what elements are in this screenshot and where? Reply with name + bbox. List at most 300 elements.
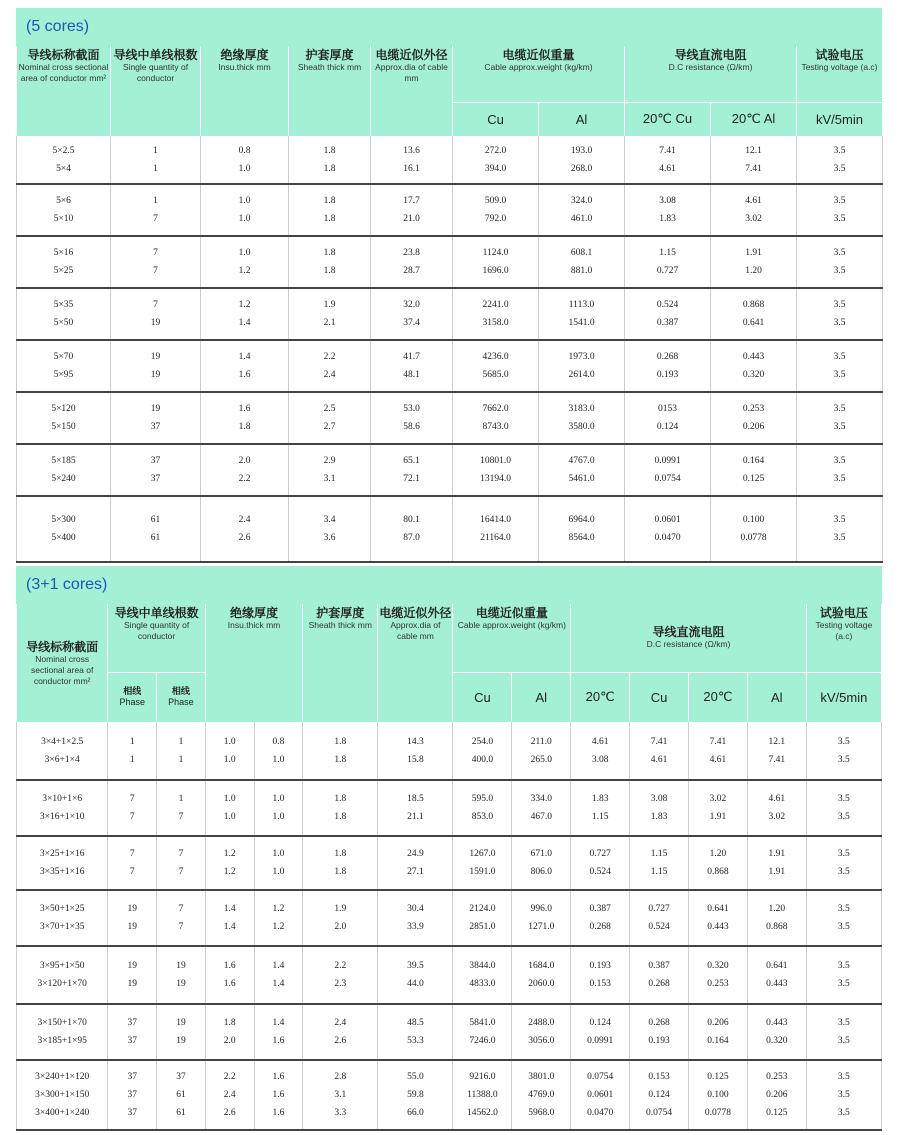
cell-value: 8743.0 <box>482 422 509 432</box>
cell-value: 3.5 <box>833 474 846 484</box>
cell-value: 3844.0 <box>469 961 496 971</box>
cell-value: 5×185 <box>51 456 76 466</box>
cell-value: 0.193 <box>589 961 611 971</box>
header-resistance-cu: 20℃ Cu <box>625 102 711 136</box>
cable-size-cell <box>17 946 108 1004</box>
cell-value: 5×16 <box>53 248 74 258</box>
cell-value: 37 <box>127 1072 137 1082</box>
cell-value: 19 <box>150 370 161 380</box>
cell-value: 1.0 <box>272 849 285 859</box>
cell-value: 0.125 <box>742 474 765 484</box>
header-phase-1: 相线 Phase <box>108 672 157 722</box>
cell-value: 5×50 <box>53 318 74 328</box>
cell-value: 0.193 <box>648 1036 670 1046</box>
cell-value: 27.1 <box>407 867 424 877</box>
cell-value: 0.253 <box>742 404 765 414</box>
cell-value: 19 <box>150 352 161 362</box>
cell-value: 0.0601 <box>587 1090 614 1100</box>
header-insulation-thickness: 绝缘厚度 Insu.thick mm <box>201 46 289 136</box>
cell-value: 16414.0 <box>480 515 511 525</box>
cell-value: 0.124 <box>589 1018 611 1028</box>
cell-value: 1113.0 <box>568 300 595 310</box>
cell-value: 0.8 <box>272 736 285 747</box>
table-cell <box>289 444 371 496</box>
cell-value: 0.387 <box>648 961 670 971</box>
cell-value: 0.124 <box>648 1090 670 1100</box>
cell-value: 1.0 <box>238 248 251 258</box>
cell-value: 3.5 <box>833 422 846 432</box>
cell-value: 0.320 <box>707 961 729 971</box>
cell-value: 66.0 <box>407 1108 424 1118</box>
cell-value: 1.9 <box>334 904 347 914</box>
table-cell <box>806 890 881 946</box>
table-cell <box>688 722 747 780</box>
table-cell <box>539 288 625 340</box>
cell-value: 0.524 <box>648 922 670 932</box>
cell-value: 1.4 <box>272 961 285 971</box>
header-resistance-20c-1: 20℃ <box>571 672 630 722</box>
cell-value: 1973.0 <box>568 352 595 362</box>
cell-value: 1.83 <box>659 214 676 224</box>
cell-value: 1.4 <box>223 904 236 914</box>
cell-value: 6964.0 <box>568 515 595 525</box>
cell-value: 3×35+1×16 <box>39 867 85 877</box>
cell-value: 4769.0 <box>528 1090 555 1100</box>
cable-size-cell <box>17 184 111 236</box>
cell-value: 2.4 <box>334 1018 347 1028</box>
cable-size-cell <box>17 890 108 946</box>
cell-value: 3×300+1×150 <box>35 1090 90 1100</box>
cell-value: 1.0 <box>272 794 285 804</box>
cell-value: 7.41 <box>768 754 786 765</box>
table-row <box>17 288 883 340</box>
cell-value: 3.5 <box>837 1036 850 1046</box>
table-cell <box>747 722 806 780</box>
cell-value: 61 <box>150 515 161 525</box>
cell-value: 1.20 <box>709 849 727 859</box>
cell-value: 1.6 <box>223 979 236 989</box>
cell-value: 1684.0 <box>528 961 555 971</box>
cell-value: 0.443 <box>766 1018 788 1028</box>
table-cell <box>806 946 881 1004</box>
cable-size-cell <box>17 392 111 444</box>
table-cell <box>630 946 689 1004</box>
cell-value: 0.0601 <box>654 515 681 525</box>
table-cell <box>254 722 303 780</box>
cell-value: 0.524 <box>589 867 611 877</box>
cell-value: 19 <box>150 404 161 414</box>
cell-value: 4.61 <box>650 754 668 765</box>
table-cell <box>625 340 711 392</box>
cell-value: 21.1 <box>407 812 424 822</box>
table-cell <box>157 1060 206 1130</box>
cell-value: 1 <box>178 754 184 765</box>
table-cell <box>108 836 157 890</box>
cell-value: 24.9 <box>407 849 424 859</box>
cell-value: 19 <box>150 318 161 328</box>
header-resistance-20c-2: 20℃ <box>688 672 747 722</box>
cell-value: 2124.0 <box>469 904 496 914</box>
table-cell <box>205 1004 254 1060</box>
cell-value: 7 <box>178 867 184 877</box>
cell-value: 1.91 <box>745 248 762 258</box>
table-cell <box>303 836 378 890</box>
table-cell <box>201 444 289 496</box>
cell-value: 608.1 <box>570 248 593 258</box>
header-approx-diameter: 电缆近似外径 Approx.dia of cable mm <box>378 604 453 722</box>
cell-value: 1.0 <box>238 163 251 174</box>
table-cell <box>205 890 254 946</box>
cell-value: 19 <box>127 961 137 971</box>
cell-value: 2.0 <box>334 922 347 932</box>
cell-value: 10801.0 <box>480 456 511 466</box>
cell-value: 0.206 <box>742 422 765 432</box>
table-cell <box>571 780 630 836</box>
table-cell <box>303 1004 378 1060</box>
cell-value: 1.0 <box>238 214 251 224</box>
table-cell <box>201 184 289 236</box>
cell-value: 0.727 <box>589 849 611 859</box>
table-cell <box>688 1060 747 1130</box>
cell-value: 3.5 <box>837 1018 850 1028</box>
cell-value: 3.5 <box>837 849 850 859</box>
table-cell <box>571 1060 630 1130</box>
cell-value: 11388.0 <box>467 1090 498 1100</box>
cell-value: 3×25+1×16 <box>39 849 85 859</box>
cell-value: 37 <box>127 1108 137 1118</box>
table-cell <box>630 1004 689 1060</box>
cell-value: 4236.0 <box>482 352 509 362</box>
cell-value: 334.0 <box>530 794 552 804</box>
cell-value: 3.5 <box>833 352 846 362</box>
table-cell <box>201 288 289 340</box>
cell-value: 7 <box>153 300 158 310</box>
table-row <box>17 946 882 1004</box>
cell-value: 0.268 <box>648 979 670 989</box>
cell-value: 19 <box>127 904 137 914</box>
table-cell <box>539 340 625 392</box>
cell-value: 13.6 <box>403 145 420 156</box>
cell-value: 3.08 <box>659 196 676 206</box>
table-cell <box>806 1060 881 1130</box>
table-cell <box>289 496 371 562</box>
cell-value: 881.0 <box>570 266 593 276</box>
cell-value: 0.253 <box>766 1072 788 1082</box>
cell-value: 0.125 <box>707 1072 729 1082</box>
table-cell <box>571 722 630 780</box>
header-approx-diameter: 电缆近似外径 Approx.dia of cable mm <box>371 46 453 136</box>
cable-size-cell <box>17 136 111 184</box>
cell-value: 1.2 <box>223 867 236 877</box>
cell-value: 0.727 <box>656 266 679 276</box>
table-cell <box>711 288 797 340</box>
cell-value: 5×300 <box>51 515 76 525</box>
cell-value: 0.100 <box>707 1090 729 1100</box>
spec-table-5-cores <box>16 46 883 563</box>
cable-size-cell <box>17 722 108 780</box>
table-cell <box>711 184 797 236</box>
cell-value: 3×95+1×50 <box>39 961 85 971</box>
table-cell <box>111 184 201 236</box>
table-cell <box>747 780 806 836</box>
cell-value: 3×120+1×70 <box>37 979 87 989</box>
table-row <box>17 340 883 392</box>
cell-value: 3.5 <box>837 904 850 914</box>
cell-value: 65.1 <box>403 456 420 466</box>
cell-value: 792.0 <box>484 214 507 224</box>
table-cell <box>453 722 512 780</box>
table-cell <box>747 1060 806 1130</box>
header-dc-resistance: 导线直流电阻 D.C resistance (Ω/km) <box>571 604 807 672</box>
cell-value: 254.0 <box>471 736 494 747</box>
cell-value: 3.3 <box>334 1108 347 1118</box>
cell-value: 0.253 <box>707 979 729 989</box>
table-row <box>17 836 882 890</box>
cell-value: 1.2 <box>238 300 251 310</box>
cell-value: 21.0 <box>403 214 420 224</box>
cell-value: 853.0 <box>471 812 494 822</box>
cell-value: 8564.0 <box>568 533 595 543</box>
table-cell <box>625 444 711 496</box>
cell-value: 1.4 <box>272 1018 285 1028</box>
table-cell <box>797 444 883 496</box>
cell-value: 19 <box>176 979 186 989</box>
cell-value: 7662.0 <box>482 404 509 414</box>
table-row <box>17 496 883 562</box>
cell-value: 1.8 <box>334 754 347 765</box>
table-cell <box>711 340 797 392</box>
cell-value: 996.0 <box>530 904 552 914</box>
cell-value: 3.5 <box>837 794 850 804</box>
cell-value: 4767.0 <box>568 456 595 466</box>
table-cell <box>453 780 512 836</box>
cell-value: 37 <box>150 456 161 466</box>
cell-value: 2.5 <box>323 404 336 414</box>
cell-value: 3.5 <box>837 979 850 989</box>
cell-value: 3.08 <box>591 754 609 765</box>
cell-value: 595.0 <box>471 794 494 804</box>
table-cell <box>289 184 371 236</box>
table-cell <box>747 1004 806 1060</box>
cell-value: 0.443 <box>742 352 765 362</box>
cell-value: 3.5 <box>837 736 850 747</box>
cell-value: 72.1 <box>403 474 420 484</box>
cell-value: 0.387 <box>589 904 611 914</box>
table-row <box>17 1004 882 1060</box>
cell-value: 1.6 <box>272 1072 285 1082</box>
cell-value: 1.8 <box>323 196 336 206</box>
cell-value: 0.868 <box>707 867 729 877</box>
cell-value: 1.91 <box>768 867 786 877</box>
cell-value: 1.6 <box>272 1036 285 1046</box>
table-cell <box>205 780 254 836</box>
cell-value: 1.2 <box>223 849 236 859</box>
cell-value: 211.0 <box>530 736 552 747</box>
table-cell <box>797 288 883 340</box>
cell-value: 19 <box>176 1036 186 1046</box>
cell-value: 7 <box>129 849 135 859</box>
table-cell <box>108 946 157 1004</box>
table-cell <box>688 780 747 836</box>
table-cell <box>378 946 453 1004</box>
cell-value: 0.164 <box>707 1036 729 1046</box>
section-title-5-cores: (5 cores) <box>16 8 882 46</box>
table-cell <box>625 392 711 444</box>
cell-value: 0.0754 <box>645 1108 673 1118</box>
cell-value: 3801.0 <box>528 1072 555 1082</box>
cell-value: 1591.0 <box>469 867 496 877</box>
table-cell <box>111 236 201 288</box>
cell-value: 1 <box>153 163 158 174</box>
cell-value: 3.5 <box>837 1108 850 1118</box>
cell-value: 37.4 <box>403 318 420 328</box>
cell-value: 1271.0 <box>528 922 555 932</box>
table-cell <box>371 236 453 288</box>
table-cell <box>512 780 571 836</box>
cell-value: 80.1 <box>403 515 420 525</box>
table-cell <box>625 496 711 562</box>
table-cell <box>512 890 571 946</box>
table-cell <box>453 184 539 236</box>
table-cell <box>378 890 453 946</box>
table-cell <box>201 136 289 184</box>
cell-value: 1.6 <box>238 404 251 414</box>
table-cell <box>205 1060 254 1130</box>
cell-value: 3.02 <box>768 812 786 822</box>
cell-value: 7246.0 <box>469 1036 496 1046</box>
cell-value: 2.7 <box>323 422 336 432</box>
cell-value: 2.8 <box>334 1072 347 1082</box>
cell-value: 0.320 <box>766 1036 788 1046</box>
table-cell <box>371 136 453 184</box>
table-row <box>17 184 883 236</box>
cell-value: 7 <box>129 812 135 822</box>
cell-value: 2.0 <box>238 456 251 466</box>
cell-value: 7 <box>153 266 158 276</box>
table-cell <box>254 890 303 946</box>
header-testing-voltage: 试验电压 Testing voltage (a.c) <box>806 604 881 672</box>
cell-value: 1.8 <box>238 422 251 432</box>
cell-value: 37 <box>127 1090 137 1100</box>
cell-value: 48.5 <box>407 1018 424 1028</box>
table-row <box>17 722 882 780</box>
table-cell <box>157 890 206 946</box>
table-cell <box>797 136 883 184</box>
cell-value: 37 <box>150 474 161 484</box>
header-voltage-unit: kV/5min <box>797 102 883 136</box>
cell-value: 3×150+1×70 <box>37 1018 87 1028</box>
table-cell <box>201 236 289 288</box>
table-cell <box>539 496 625 562</box>
cell-value: 7 <box>178 904 184 914</box>
cell-value: 324.0 <box>570 196 593 206</box>
table-cell <box>571 836 630 890</box>
cell-value: 2.3 <box>334 979 347 989</box>
cell-value: 3.5 <box>833 266 846 276</box>
cell-value: 37 <box>176 1072 186 1082</box>
table-cell <box>157 1004 206 1060</box>
cell-value: 17.7 <box>403 196 420 206</box>
table-cell <box>157 836 206 890</box>
table-cell <box>289 288 371 340</box>
cell-value: 0.153 <box>589 979 611 989</box>
cell-value: 0.206 <box>766 1090 788 1100</box>
cell-value: 44.0 <box>407 979 424 989</box>
cell-value: 1.4 <box>238 318 251 328</box>
cell-value: 1.20 <box>768 904 786 914</box>
cell-value: 3.5 <box>833 404 846 414</box>
table-cell <box>630 780 689 836</box>
cell-value: 19 <box>176 961 186 971</box>
table-cell <box>453 340 539 392</box>
header-dc-resistance: 导线直流电阻 D.C resistance (Ω/km) <box>625 46 797 102</box>
cell-value: 3158.0 <box>482 318 509 328</box>
header-weight-cu: Cu <box>453 102 539 136</box>
cell-value: 5×150 <box>51 422 76 432</box>
cell-value: 1.0 <box>272 867 285 877</box>
cell-value: 1 <box>178 794 184 804</box>
cell-value: 23.8 <box>403 248 420 258</box>
header-approx-weight: 电缆近似重量 Cable approx.weight (kg/km) <box>453 604 571 672</box>
cell-value: 4833.0 <box>469 979 496 989</box>
cell-value: 1.8 <box>334 794 347 804</box>
cell-value: 53.3 <box>407 1036 424 1046</box>
cell-value: 4.61 <box>659 163 676 174</box>
header-phase-2: 相线 Phase <box>157 672 206 722</box>
cell-value: 2.6 <box>238 533 251 543</box>
header-voltage-unit: kV/5min <box>806 672 881 722</box>
cell-value: 2.2 <box>238 474 251 484</box>
cell-value: 1 <box>129 754 135 765</box>
cell-value: 1.20 <box>745 266 762 276</box>
cell-value: 5×6 <box>56 196 71 206</box>
cell-value: 0.0754 <box>587 1072 614 1082</box>
cell-value: 21164.0 <box>480 533 511 543</box>
table-row <box>17 392 883 444</box>
cell-value: 0.641 <box>707 904 729 914</box>
table-cell <box>111 340 201 392</box>
table-cell <box>111 136 201 184</box>
header-single-quantity: 导线中单线根数 Single quantity of conductor <box>108 604 205 672</box>
cell-value: 5×2.5 <box>52 145 75 156</box>
cell-value: 0.868 <box>742 300 765 310</box>
table-cell <box>201 496 289 562</box>
cell-value: 2.9 <box>323 456 336 466</box>
cell-value: 1.0 <box>223 812 236 822</box>
cell-value: 0.727 <box>648 904 670 914</box>
cell-value: 0.0754 <box>654 474 681 484</box>
cell-value: 3.5 <box>833 456 846 466</box>
cell-value: 3.5 <box>833 370 846 380</box>
cell-value: 3.5 <box>833 318 846 328</box>
table-cell <box>797 340 883 392</box>
table-cell <box>797 496 883 562</box>
table-cell <box>289 392 371 444</box>
cell-value: 1.8 <box>323 266 336 276</box>
table-cell <box>453 236 539 288</box>
table-cell <box>512 946 571 1004</box>
table-cell <box>303 780 378 836</box>
table-cell <box>453 890 512 946</box>
cell-value: 5×35 <box>53 300 74 310</box>
cell-value: 3.02 <box>745 214 762 224</box>
cell-value: 1124.0 <box>482 248 509 258</box>
cell-value: 3.6 <box>323 533 336 543</box>
cell-value: 41.7 <box>403 352 420 362</box>
table-cell <box>711 392 797 444</box>
cell-value: 5×4 <box>56 163 71 174</box>
section-title-3plus1-cores: (3+1 cores) <box>16 566 882 604</box>
